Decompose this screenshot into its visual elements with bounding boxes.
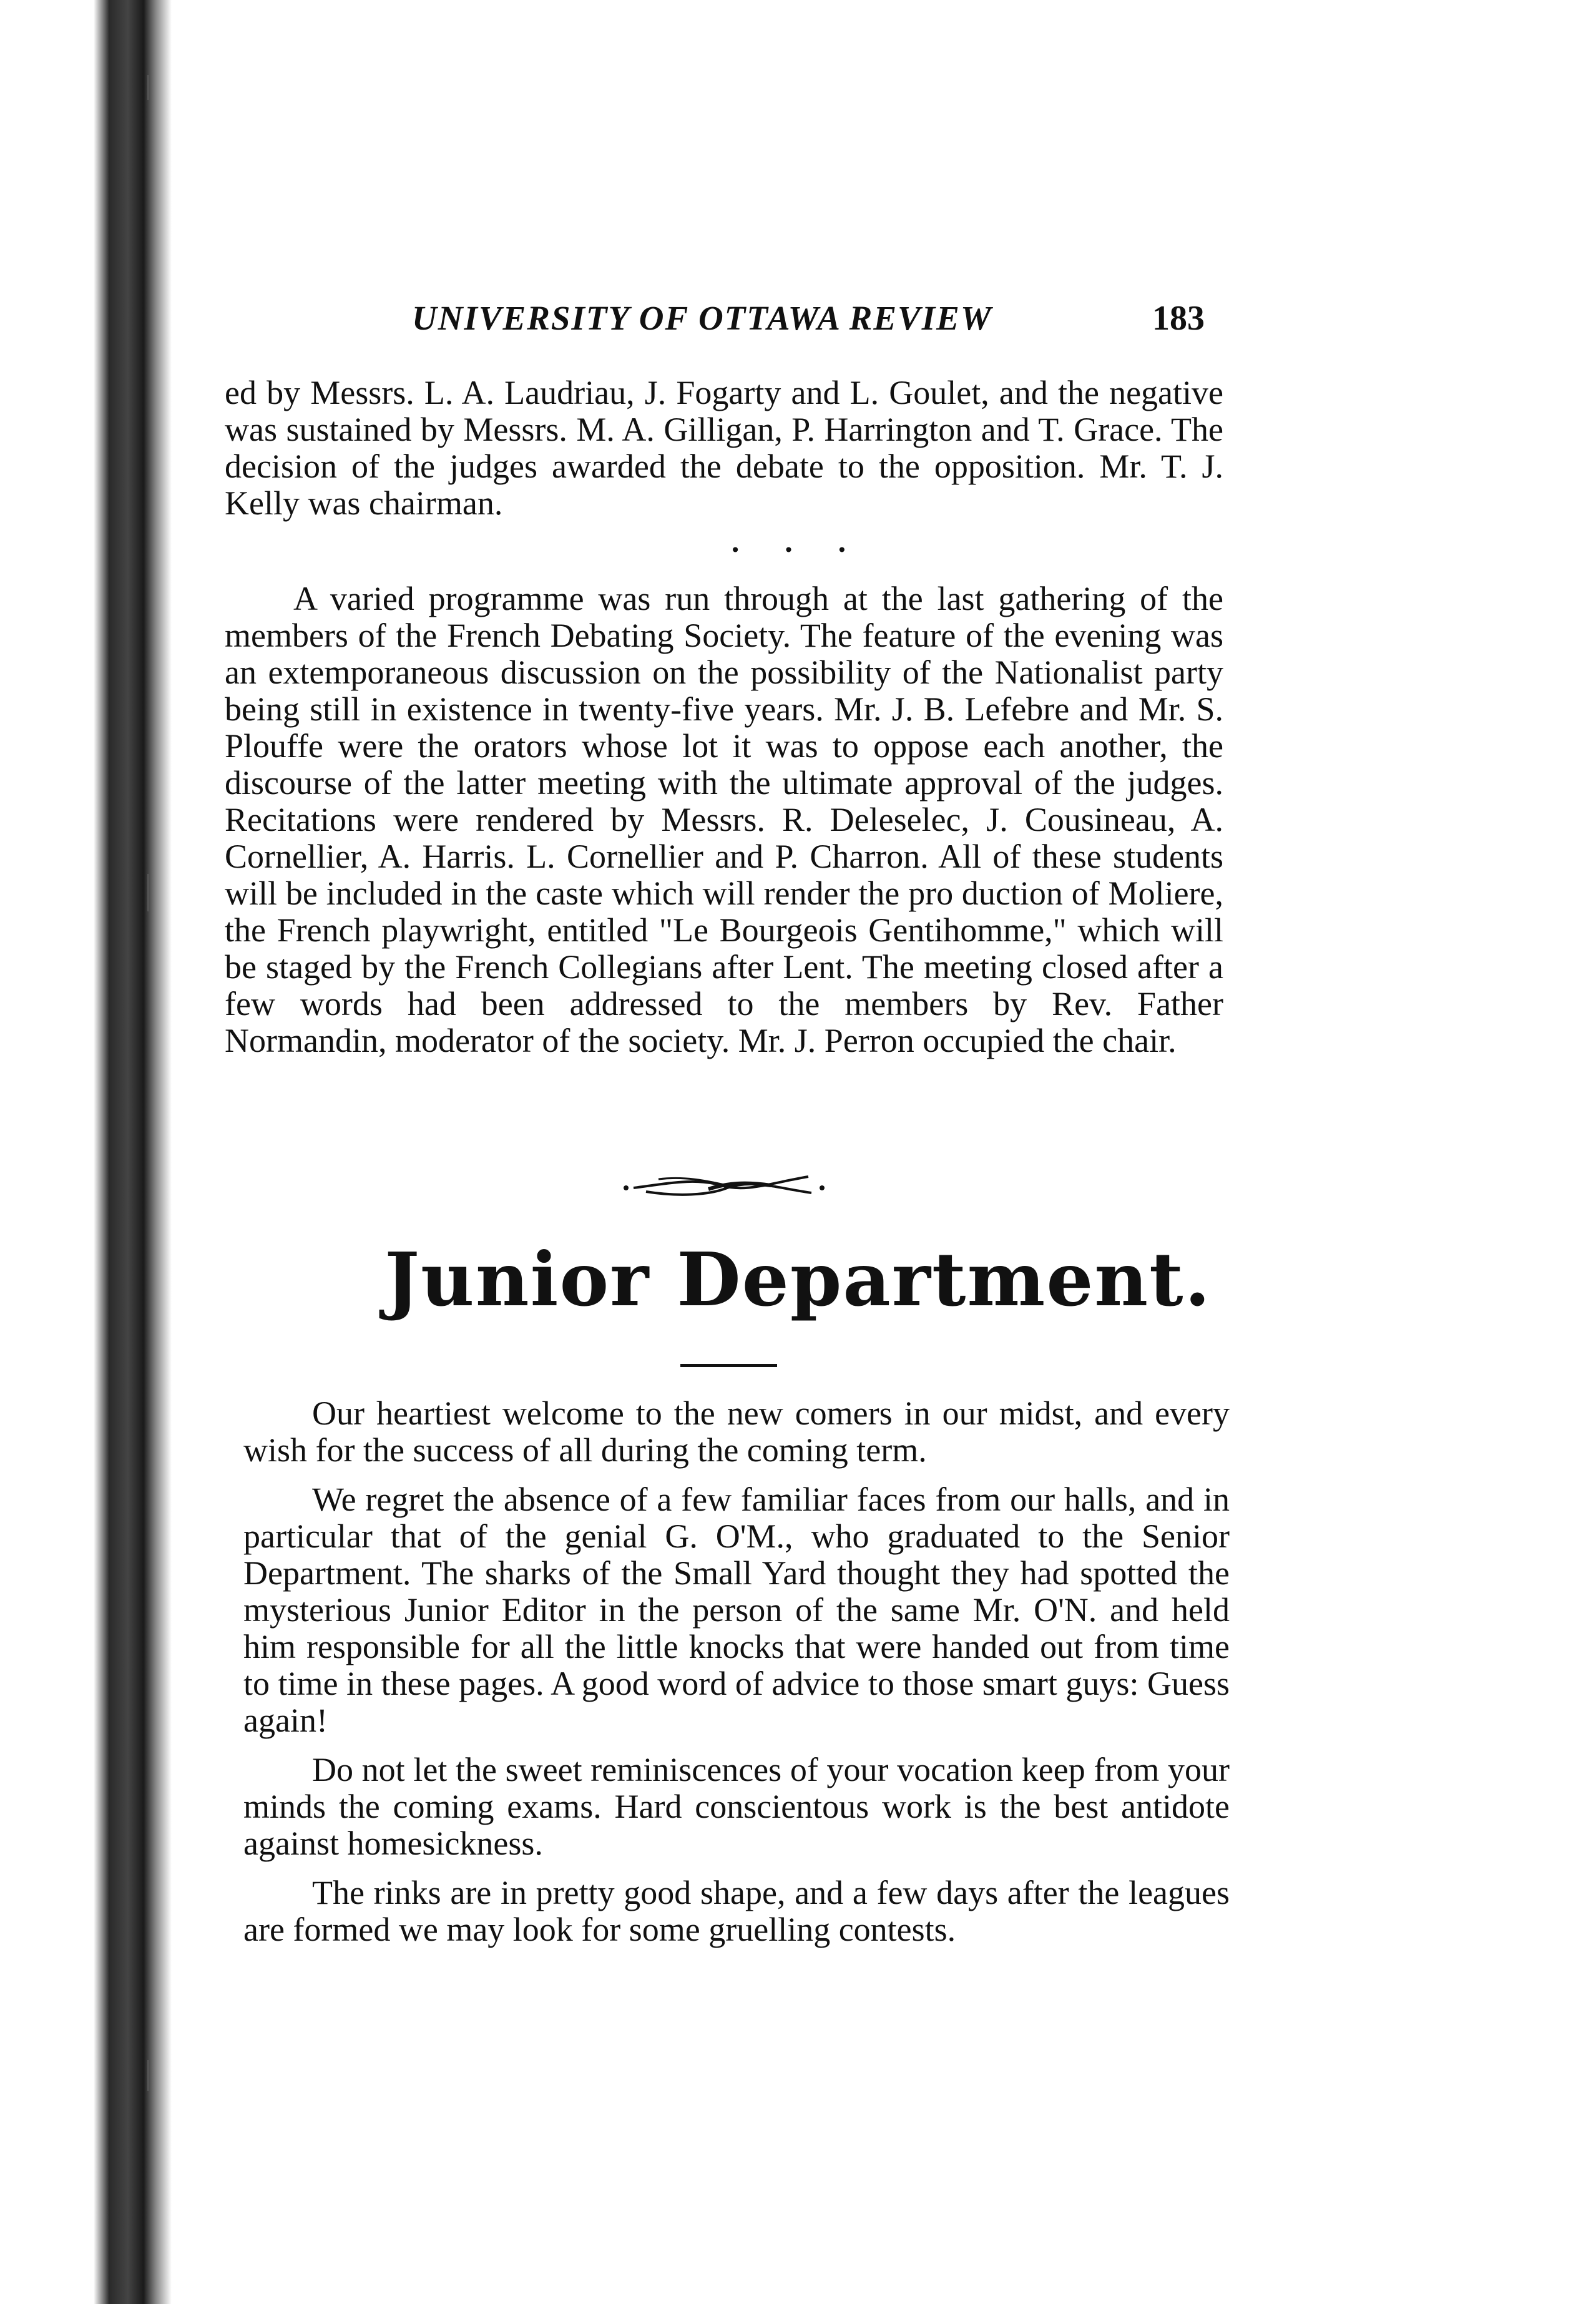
junior-paragraph: We regret the absence of a few familiar faces from our halls, and in particular that of the genial G. O'M., who graduated to the Senior Department. The sharks of the Small Yard thought they had spotted the mysterious Junior Editor in the person of the same Mr. O'N. and held him responsible for all the little knocks that were handed out from time to time in these pages. A good word of advice to those smart guys: Guess again! [243,1481,1230,1739]
debate-paragraph: ed by Messrs. L. A. Laudriau, J. Fogarty and L. Goulet, and the negative was sustained by Messrs. M. A. Gilligan, P. Harrington and T. Grace. The decision of the judges awarded the debate to the opposition. Mr. T. J. Kelly was chairman. [225,374,1223,522]
french-society-section [225,581,1223,1059]
section-title: Junior Department. [384,1236,1212,1323]
page-number: 183 [1152,299,1205,338]
scanned-page-edge [0,0,175,2304]
debate-section [225,375,1223,522]
junior-paragraph: Our heartiest welcome to the new comers in our midst, and every wish for the success of all during the coming term. [243,1395,1230,1469]
junior-department-section [243,1395,1230,1961]
ornamental-flourish-icon [621,1164,827,1208]
running-header [375,293,1205,350]
french-society-paragraph: A varied programme was run through at the last gathering of the members of the French Debating Society. The feature of the evening was an extemporaneous discussion on the possibility of the Nationalist party being still in existence in twenty-five years. Mr. J. B. Lefebre and Mr. S. Plouffe were the orators whose lot it was to oppose each another, the discourse of the latter meeting with the ultimate approval of the judges. Recitations were rendered by Messrs. R. Deleselec, J. Cousineau, A. Cornellier, A. Harris. L. Cornellier and P. Charron. All of these students will be included in the caste which will render the pro duction of Moliere, the French playwright, entitled "Le Bourgeois Gentihomme," which will be staged by the French Collegians after Lent. The meeting closed after a few words had been addressed to the members by Rev. Father Normandin, moderator of the society. Mr. J. Perron occupied the chair. [225,580,1223,1059]
edge-speck [147,2060,149,2091]
edge-speck [147,75,149,100]
separator-dots: • • • [730,540,866,561]
junior-paragraph: Do not let the sweet reminiscences of your vocation keep from your minds the coming exams. Hard conscientous work is the best antidote against homesickness. [243,1751,1230,1862]
journal-title: UNIVERSITY OF OTTAWA REVIEW [412,299,992,337]
title-rule [680,1364,777,1367]
edge-speck [147,874,149,911]
junior-paragraph: The rinks are in pretty good shape, and a few days after the leagues are formed we may look for some gruelling contests. [243,1874,1230,1948]
